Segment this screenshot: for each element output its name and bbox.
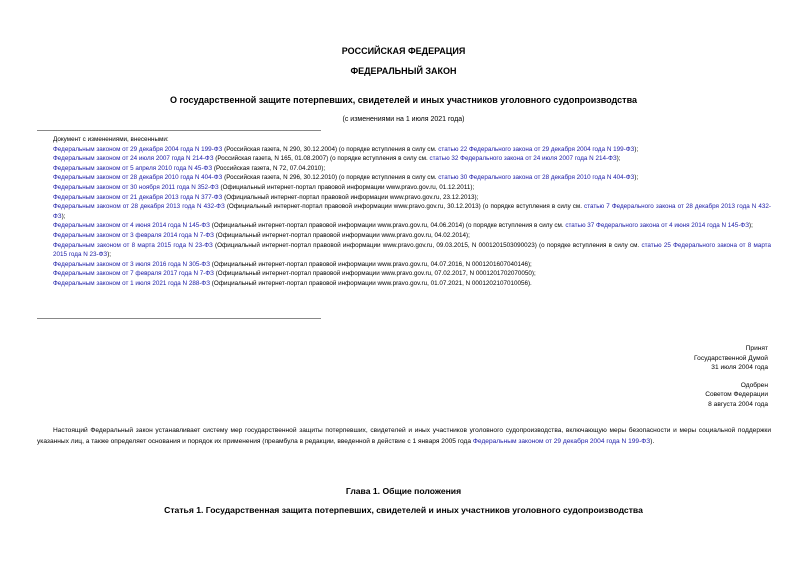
- change-item: [37, 173, 771, 183]
- article-title: Статья 1. Государственная защита потерпевших, свидетелей и иных участников уголовного судопроизводства: [164, 505, 643, 515]
- amending-law-link[interactable]: Федеральным законом от 5 апреля 2010 года N 45-ФЗ: [53, 164, 213, 172]
- amending-law-link[interactable]: Федеральным законом от 8 марта 2015 года N 23-ФЗ: [53, 241, 213, 249]
- federation-heading: РОССИЙСКАЯ ФЕДЕРАЦИЯ: [341, 46, 466, 56]
- preamble-law-link[interactable]: Федеральным законом от 29 декабря 2004 года N 199-ФЗ: [472, 437, 651, 445]
- change-item-tail: );: [634, 174, 639, 182]
- changes-list: [37, 135, 771, 289]
- change-item-text: (Официальный интернет-портал правовой информации www.pravo.gov.ru, 04.02.2014);: [213, 231, 470, 239]
- change-item-tail: );: [749, 222, 753, 230]
- amending-law-link[interactable]: Федеральным законом от 28 декабря 2013 года N 432-ФЗ: [53, 203, 225, 211]
- change-item: [37, 145, 771, 155]
- law-type-heading: ФЕДЕРАЛЬНЫЙ ЗАКОН: [350, 66, 457, 76]
- effective-article-link[interactable]: статью 37 Федерального закона от 4 июня 2014 года N 145-ФЗ: [565, 222, 750, 230]
- chapter-title: Глава 1. Общие положения: [345, 486, 462, 496]
- change-item: [37, 202, 771, 221]
- change-item-tail: );: [616, 155, 621, 163]
- amending-law-link[interactable]: Федеральным законом от 30 ноября 2011 года N 352-ФЗ: [53, 183, 219, 191]
- law-title: О государственной защите потерпевших, свидетелей и иных участников уголовного судопроизводства: [170, 95, 637, 105]
- change-item-text: (Официальный интернет-портал правовой информации www.pravo.gov.ru, 04.06.2014) (о порядке вступления в силу см.: [209, 222, 566, 230]
- change-item: [37, 164, 771, 174]
- preamble-text: Настоящий Федеральный закон устанавливает систему мер государственной защиты потерпевших, свидетелей и иных участников уголовного судопроизводства, включающую меры безопасности и меры социальной поддержки указанных лиц, а также определяет основания и порядок их применения (преамбула в редакции, введенной в действие с 1 января 2005 года: [37, 427, 771, 445]
- amending-law-link[interactable]: Федеральным законом от 7 февраля 2017 года N 7-ФЗ: [53, 270, 214, 278]
- change-item-text: (Официальный интернет-портал правовой информации www.pravo.gov.ru, 04.07.2016, N 0001201607040146);: [210, 260, 532, 268]
- changes-bottom-divider: [37, 318, 321, 319]
- preamble-tail: ).: [650, 437, 655, 445]
- change-item-text: (Российская газета, N 296, 30.12.2010) (о порядке вступления в силу см.: [222, 174, 439, 182]
- change-item-text: (Официальный интернет-портал правовой информации www.pravo.gov.ru, 07.02.2017, N 0001201702070050);: [213, 270, 536, 278]
- approved-by: Советом Федерации: [705, 391, 768, 398]
- amending-law-link[interactable]: Федеральным законом от 3 февраля 2014 года N 7-ФЗ: [53, 231, 214, 239]
- effective-article-link[interactable]: статью 7 Федерального закона от 28 декабря 2013 года N 432-ФЗ: [53, 203, 772, 220]
- effective-article-link[interactable]: статью 22 Федерального закона от 29 декабря 2004 года N 199-ФЗ: [438, 145, 635, 153]
- amending-law-link[interactable]: Федеральным законом от 29 декабря 2004 года N 199-ФЗ: [53, 145, 223, 153]
- approved-label: Одобрен: [740, 381, 768, 389]
- amending-law-link[interactable]: Федеральным законом от 1 июля 2021 года N 288-ФЗ: [53, 279, 211, 287]
- changes-intro: Документ с изменениями, внесенными:: [53, 136, 169, 143]
- change-item-text: (Официальный интернет-портал правовой информации www.pravo.gov.ru, 09.03.2015, N 0001201503090023) (о порядке вступления в силу см.: [212, 241, 642, 249]
- amending-law-link[interactable]: Федеральным законом от 24 июля 2007 года N 214-ФЗ: [53, 155, 214, 163]
- change-item: [37, 221, 771, 231]
- effective-article-link[interactable]: статью 30 Федерального закона от 28 декабря 2010 года N 404-ФЗ: [438, 174, 635, 182]
- change-item-text: (Официальный интернет-портал правовой информации www.pravo.gov.ru, 30.12.2013) (о порядке вступления в силу см.: [224, 203, 585, 211]
- change-item-tail: );: [107, 251, 112, 259]
- approved-date: 8 августа 2004 года: [708, 400, 768, 408]
- change-item-text: (Официальный интернет-портал правовой информации www.pravo.gov.ru, 01.07.2021, N 0001202107010056).: [210, 279, 532, 287]
- accepted-by: Государственной Думой: [694, 354, 768, 362]
- change-item-tail: );: [61, 212, 66, 220]
- change-item: [37, 241, 771, 260]
- change-item: [37, 260, 771, 270]
- change-item: [37, 193, 771, 203]
- changes-top-divider: [37, 130, 321, 131]
- effective-article-link[interactable]: статью 25 Федерального закона от 8 марта 2015 года N 23-ФЗ: [53, 241, 771, 259]
- amending-law-link[interactable]: Федеральным законом от 4 июня 2014 года N 145-ФЗ: [53, 222, 210, 230]
- adoption-block: [608, 344, 768, 409]
- accepted-date: 31 июля 2004 года: [711, 364, 768, 371]
- edition-note: (с изменениями на 1 июля 2021 года): [342, 116, 465, 123]
- change-item: [37, 183, 771, 193]
- change-item: [37, 231, 771, 241]
- amending-law-link[interactable]: Федеральным законом от 28 декабря 2010 года N 404-ФЗ: [53, 174, 223, 182]
- preamble: [37, 426, 771, 447]
- change-item-text: (Российская газета, N 290, 30.12.2004) (о порядке вступления в силу см.: [222, 145, 439, 153]
- effective-article-link[interactable]: статью 32 Федерального закона от 24 июля 2007 года N 214-ФЗ: [429, 155, 617, 163]
- accepted-label: Принят: [745, 345, 768, 352]
- change-item: [37, 269, 771, 279]
- change-item-text: (Российская газета, N 165, 01.08.2007) (о порядке вступления в силу см.: [213, 155, 430, 163]
- change-item: [37, 154, 771, 164]
- change-item-tail: );: [634, 145, 639, 153]
- change-item-text: (Российская газета, N 72, 07.04.2010);: [212, 164, 326, 172]
- amending-law-link[interactable]: Федеральным законом от 21 декабря 2013 года N 377-ФЗ: [53, 193, 223, 201]
- change-item: [37, 279, 771, 289]
- change-item-text: (Официальный интернет-портал правовой информации www.pravo.gov.ru, 01.12.2011);: [218, 183, 475, 191]
- change-item-text: (Официальный интернет-портал правовой информации www.pravo.gov.ru, 23.12.2013);: [222, 193, 479, 201]
- amending-law-link[interactable]: Федеральным законом от 3 июля 2016 года N 305-ФЗ: [53, 260, 211, 268]
